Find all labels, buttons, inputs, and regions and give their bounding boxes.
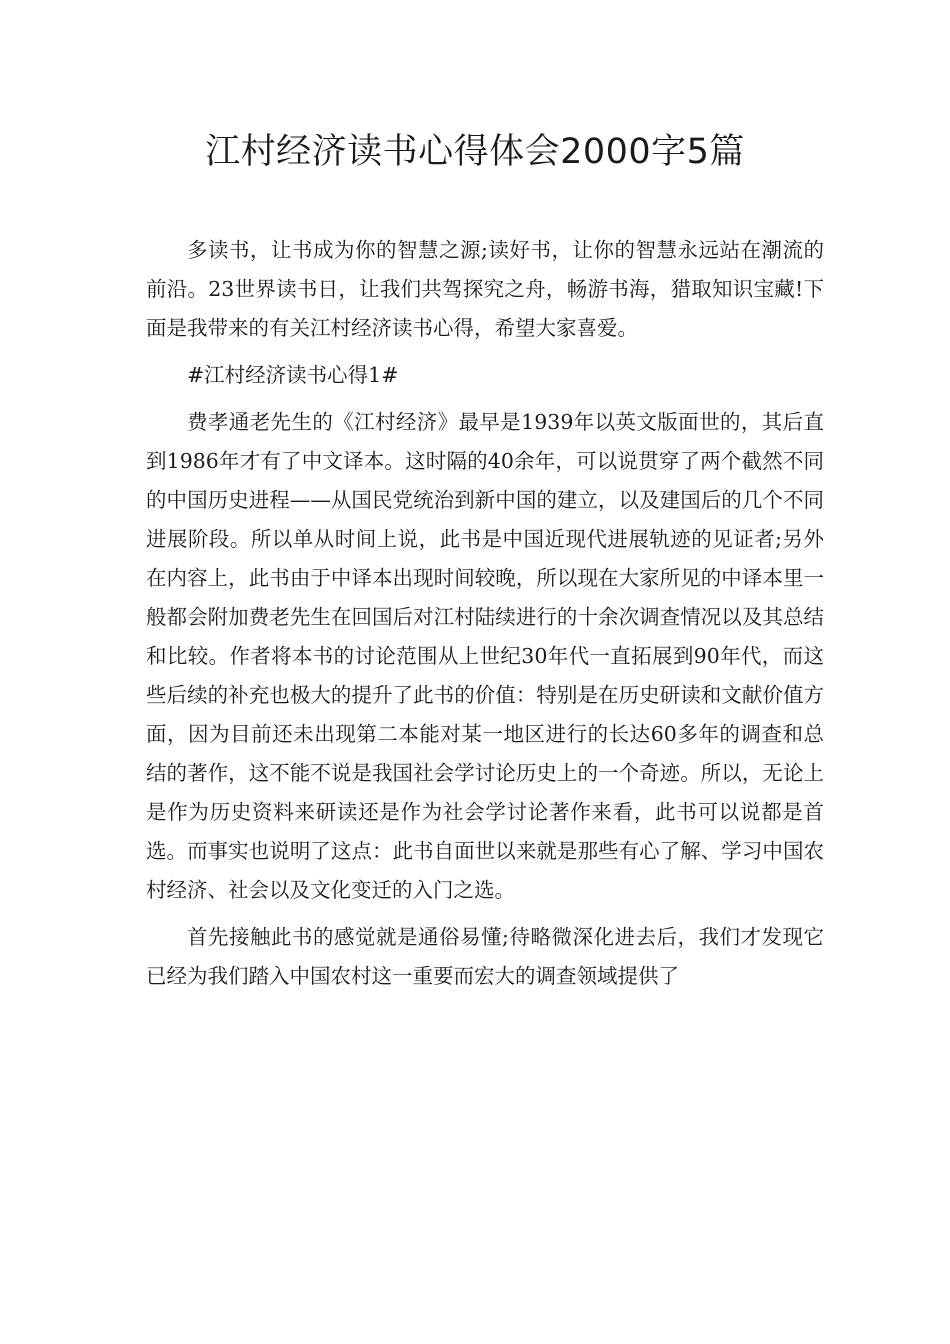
paragraph-section-heading: #江村经济读书心得1# (187, 363, 399, 387)
document-title: 江村经济读书心得体会2000字5篇 (205, 132, 745, 172)
document-body (146, 231, 824, 1004)
paragraph-main: 费孝通老先生的《江村经济》最早是1939年以英文版面世的，其后直到1986年才有了中文译本。这时隔的40余年，可以说贯穿了两个截然不同的中国历史进程——从国民党统治到新中国的建立，以及建国后的几个不同进展阶段。所以单从时间上说，此书是中国近现代进展轨迹的见证者;另外在内容上，此书由于中译本出现时间较晚，所以现在大家所见的中译本里一般都会附加费老先生在回国后对江村陆续进行的十余次调查情况以及其总结和比较。作者将本书的讨论范围从上世纪30年代一直拓展到90年代，而这些后续的补充也极大的提升了此书的价值：特别是在历史研读和文献价值方面，因为目前还未出现第二本能对某一地区进行的长达60多年的调查和总结的著作，这不能不说是我国社会学讨论历史上的一个奇迹。所以，无论上是作为历史资料来研读还是作为社会学讨论著作来看，此书可以说都是首选。而事实也说明了这点：此书自面世以来就是那些有心了解、学习中国农村经济、社会以及文化变迁的入门之选。 (146, 410, 824, 902)
paragraph-continued: 首先接触此书的感觉就是通俗易懂;待略微深化进去后，我们才发现它已经为我们踏入中国农村这一重要而宏大的调查领域提供了 (146, 925, 824, 988)
paragraph-intro: 多读书，让书成为你的智慧之源;读好书，让你的智慧永远站在潮流的前沿。23世界读书日，让我们共驾探究之舟，畅游书海，猎取知识宝藏!下面是我带来的有关江村经济读书心得，希望大家喜爱。 (146, 238, 824, 340)
